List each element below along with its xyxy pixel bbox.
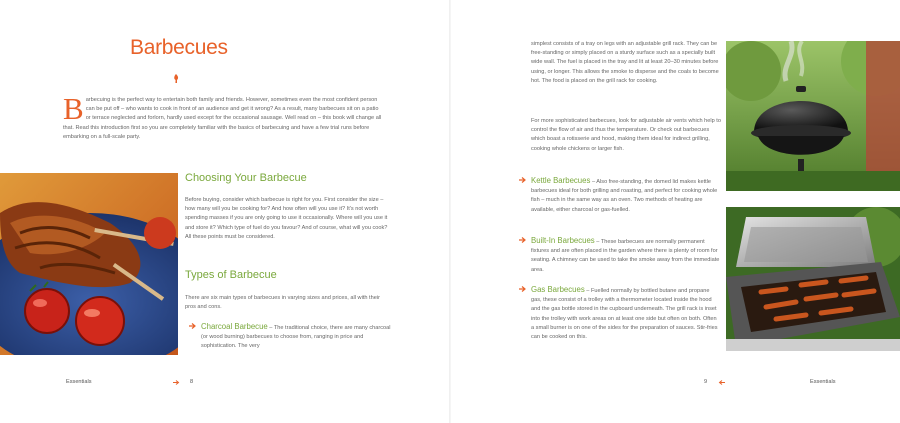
right-paragraph-2: For more sophisticated barbecues, look for adjustable air vents which help to control the flow of air and thus the temperature. Or check out barbecues which boast a rotisserie and hood, making them ideal for indirect grilling, cooking whole chickens or larger fish. xyxy=(531,118,721,152)
kettle-barbecue-photo xyxy=(726,41,900,191)
footer-right-label: Essentials xyxy=(810,379,836,385)
footer-right-arrow-icon xyxy=(718,380,725,385)
bullet-gas-title: Gas Barbecues xyxy=(531,285,585,294)
bullet-gas xyxy=(531,285,721,342)
footer-left-arrow-icon xyxy=(173,380,180,385)
intro-paragraph xyxy=(63,91,385,142)
bullet-charcoal xyxy=(201,322,391,352)
page-number-right: 9 xyxy=(704,379,708,385)
types-paragraph: There are six main types of barbecues in varying sizes and prices, all with their pros and cons. xyxy=(185,295,380,311)
bullet-built-in-text: – These barbecues are normally permanent fixtures and are often placed in the garden where there is plenty of room for seating. A chimney can be used to take the smoke away from the immediate area. xyxy=(531,239,720,273)
intro-text: arbecuing is the perfect way to entertain both family and friends. However, sometimes even the most confident person can be put off – who wants to cook in front of an audience and get it wrong? As a result, many barbecues sit on a patio or terrace neglected and forlorn, hardly used except for the occasional sausage. Well read on – this book will change all that. Read this introduction first so you are completely familiar with the basics of barbecuing and have a few trial runs before embarking on a full-scale party. xyxy=(63,97,382,140)
bullet-charcoal-text: – The traditional choice, there are many charcoal (or wood burning) barbecues to choose from, ranging in price and sophistication. The very xyxy=(201,325,391,350)
flame-ornament-icon xyxy=(172,74,180,83)
choosing-paragraph: Before buying, consider which barbecue is right for you. First consider the size – how many will you be cooking for? And how often will you use it? It's not worth spending masses if you are only going to use it occasionally. Where will you use it and store it? Which type of fuel do you favour? And of course, what will you cook? All these points must be considered. xyxy=(185,197,388,240)
bullet-built-in-title: Built-In Barbecues xyxy=(531,236,595,245)
types-heading: Types of Barbecue xyxy=(185,269,277,281)
bullet-arrow-icon xyxy=(519,237,527,243)
bullet-arrow-icon xyxy=(519,286,527,292)
bullet-gas-text: – Fuelled normally by bottled butane and propane gas, these consist of a trolley with a thermometer located inside the hood and the gas bottle stored in the cupboard underneath. The grill rack is inset into the trolley with work areas on at least one side but often on both. Often a small burner is on one of the sides for the preparation of sauces. Stir-fries can be cooked on this. xyxy=(531,288,718,341)
bullet-kettle-title: Kettle Barbecues xyxy=(531,176,591,185)
drop-cap: B xyxy=(63,91,84,126)
page-number-left: 8 xyxy=(190,379,194,385)
page-gutter xyxy=(449,0,451,423)
footer-left-label: Essentials xyxy=(66,379,92,385)
bullet-arrow-icon xyxy=(519,177,527,183)
gas-barbecue-photo xyxy=(726,207,900,351)
chapter-title: Barbecues xyxy=(130,36,228,59)
bullet-charcoal-title: Charcoal Barbecue xyxy=(201,322,268,331)
bullet-kettle xyxy=(531,176,721,215)
bullet-arrow-icon xyxy=(189,323,197,329)
grilled-chicken-photo xyxy=(0,173,178,355)
bullet-kettle-text: – Also free-standing, the domed lid makes kettle barbecues ideal for both grilling and roasting, and perfect for cooking whole fish – much in the same way as an oven. Two methods of heating are available, either charcoal or gas-fuelled. xyxy=(531,179,718,213)
choosing-heading: Choosing Your Barbecue xyxy=(185,172,307,184)
bullet-built-in xyxy=(531,236,721,275)
right-paragraph-1: simplest consists of a tray on legs with an adjustable grill rack. They can be free-standing or simply placed on a sturdy surface such as a specially built wide wall. The fuel is placed in the tray and lit at least 20–30 minutes before using, or longer. This allows the smoke to disperse and the coals to become hot. The food is placed on the grill rack for cooking. xyxy=(531,41,719,84)
